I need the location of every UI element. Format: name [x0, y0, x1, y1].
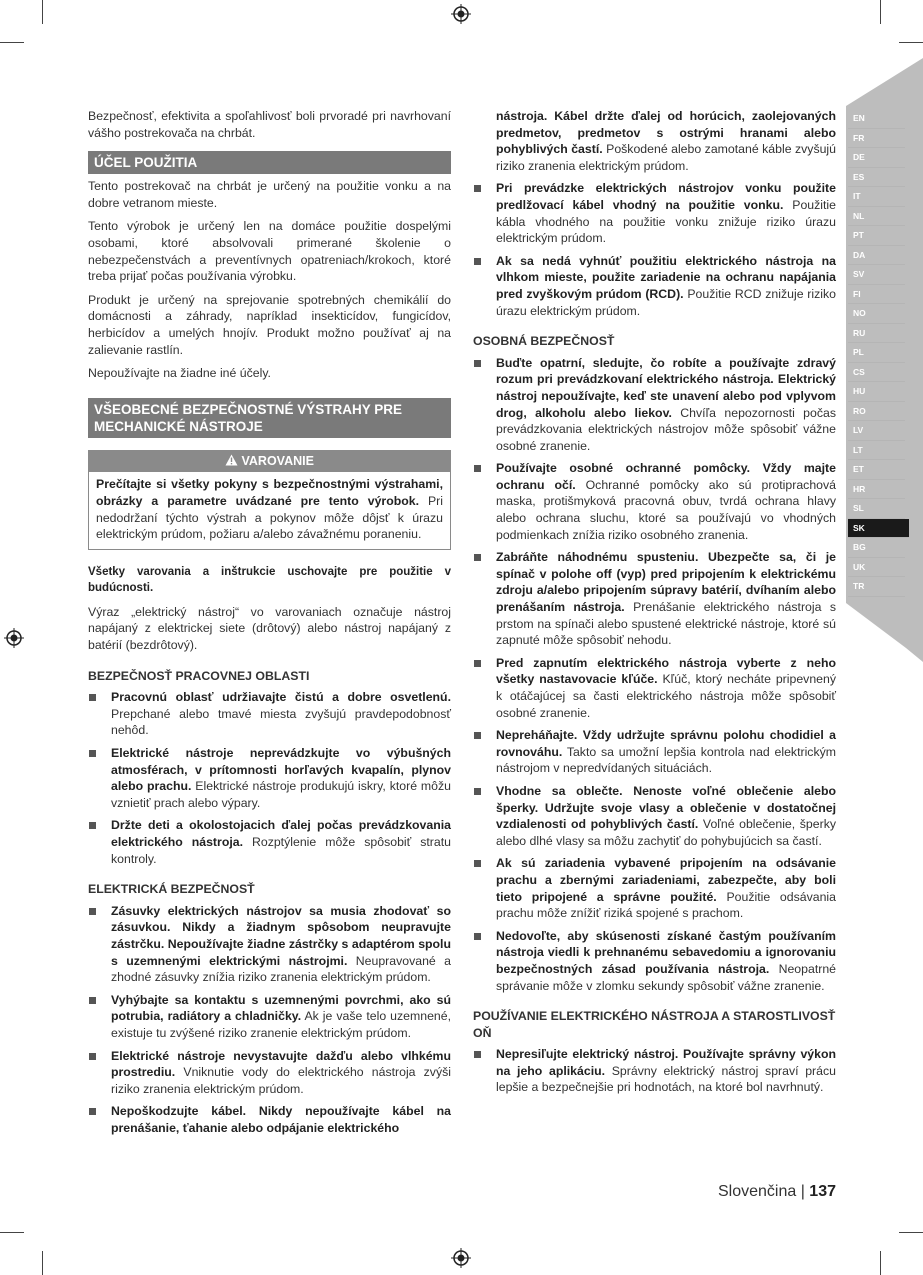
warning-text: Pri nedodržaní týchto výstrah a pokynov môže dôjsť k úrazu elektrickým prúdom, požiaru a/alebo závažnému poraneniu. [96, 493, 443, 542]
lang-tab-de: DE [848, 148, 905, 168]
right-column [473, 108, 836, 1102]
list-item: Ak sú zariadenia vybavené pripojením na odsávanie prachu a zbernými zariadeniami, zabezpečte, aby boli tieto pripojené a správne použité. Použitie odsávania prachu môže znížiť riziká spojené s prachom. [473, 855, 836, 921]
list-item: Pred zapnutím elektrického nástroja vyberte z neho všetky nastavovacie kľúče. Kľúč, ktorý necháte pripevnený k otáčajúcej sa časti elektrického nástroja môže spôsobiť osobné zranenie. [473, 655, 836, 721]
warning-title: VAROVANIE [241, 453, 314, 468]
section-title-general-safety: VŠEOBECNÉ BEZPEČNOSTNÉ VÝSTRAHY PRE MECHANICKÉ NÁSTROJE [88, 398, 451, 438]
warning-triangle-icon [225, 454, 238, 466]
lang-tab-fr: FR [848, 129, 905, 149]
left-column [88, 108, 451, 1143]
section-title-purpose: ÚČEL POUŽITIA [88, 151, 451, 174]
lang-tab-lt: LT [848, 441, 905, 461]
crop-mark [42, 0, 43, 24]
lang-tab-da: DA [848, 246, 905, 266]
warning-header [89, 451, 450, 473]
list-item: Nepreháňajte. Vždy udržujte správnu polohu chodidiel a rovnováhu. Takto sa umožní lepšia kontrola nad elektrickým nástrojom v nepredvídaných situáciách. [473, 727, 836, 777]
list-electrical [88, 903, 451, 1137]
crop-mark [0, 42, 24, 43]
lang-tab-tr: TR [848, 577, 905, 597]
lang-tab-ro: RO [848, 402, 905, 422]
list-personal [473, 355, 836, 994]
lang-tab-hu: HU [848, 382, 905, 402]
list-item: Elektrické nástroje nevystavujte dažďu alebo vlhkému prostrediu. Vniknutie vody do elektrického nástroja zvýši riziko zranenia elektrickým prúdom. [88, 1048, 451, 1098]
crop-mark [880, 1251, 881, 1275]
keep-instructions: Všetky varovania a inštrukcie uschovajte pre použitie v budúcnosti. [88, 565, 451, 595]
list-item: Zabráňte náhodnému spusteniu. Ubezpečte sa, či je spínač v polohe off (vyp) pred pripojením k elektrickému zdroju a/alebo pripojením súpravy batérií, dvíhaním alebo prenášaním nástroja. Prenášanie elektrického nástroja s prstom na spínači alebo spustené elektrické nástroje, ktoré sú zapnuté môže spôsobiť nehodu. [473, 549, 836, 649]
list-item: Používajte osobné ochranné pomôcky. Vždy majte ochranu očí. Ochranné pomôcky ako sú protiprachová maska, protišmyková pracovná obuv, tvrdá ochrana hlavy alebo ochrana sluchu, ktoré sa používajú vo vhodných podmienkach znížia riziko osobného zranenia. [473, 460, 836, 543]
lang-tab-it: IT [848, 187, 905, 207]
lang-tab-sk: SK [848, 519, 909, 539]
lang-tab-no: NO [848, 304, 905, 324]
list-item: Nepoškodzujte kábel. Nikdy nepoužívajte kábel na prenášanie, ťahanie alebo odpájanie elektrického [88, 1103, 451, 1136]
lang-tab-hr: HR [848, 480, 905, 500]
lang-tab-et: ET [848, 460, 905, 480]
intro-text: Bezpečnosť, efektivita a spoľahlivosť boli prvoradé pri navrhovaní vášho postrekovača na chrbát. [88, 109, 451, 140]
registration-mark-icon [451, 1248, 471, 1268]
heading-electrical: ELEKTRICKÁ BEZPEČNOSŤ [88, 882, 255, 897]
list-item: Buďte opatrní, sledujte, čo robíte a používajte zdravý rozum pri prevádzkovaní elektrického nástroja. Elektrický nástroj nepoužívajte, keď ste unavení alebo pod vplyvom drog, alkoholu alebo liekov. Chvíľa nepozornosti počas prevádzkovania elektrických nástrojov môže spôsobiť vážne osobné zranenie. [473, 355, 836, 455]
list-work-area [88, 689, 451, 867]
lang-tab-bg: BG [848, 538, 905, 558]
footer-language: Slovenčina [717, 1183, 797, 1200]
lang-tab-fi: FI [848, 285, 905, 305]
lang-tab-uk: UK [848, 558, 905, 578]
registration-mark-icon [451, 4, 471, 24]
list-item: Vhodne sa oblečte. Nenoste voľné oblečenie alebo šperky. Udržujte svoje vlasy a oblečenie v dostatočnej vzdialenosti od pohyblivých častí. Voľné oblečenie, šperky alebo dlhé vlasy sa môžu zachytiť do pohybujúcich sa častí. [473, 783, 836, 849]
list-electrical-continued [473, 108, 836, 319]
lang-tab-nl: NL [848, 207, 905, 227]
footer-separator: | [796, 1183, 810, 1200]
lang-tab-lv: LV [848, 421, 905, 441]
lang-tab-ru: RU [848, 324, 905, 344]
purpose-paragraph: Tento postrekovač na chrbát je určený na použitie vonku a na dobre vetranom mieste. [88, 179, 451, 210]
lang-tab-es: ES [848, 168, 905, 188]
lang-tab-pt: PT [848, 226, 905, 246]
crop-mark [42, 1251, 43, 1275]
warning-body [89, 472, 450, 548]
list-item: Elektrické nástroje neprevádzkujte vo výbušných atmosférach, v prítomnosti horľavých kvapalín, plynov alebo prachu. Elektrické nástroje produkujú iskry, ktoré môžu vznietiť prach alebo výpary. [88, 745, 451, 811]
list-item: Držte deti a okolostojacich ďalej počas prevádzkovania elektrického nástroja. Rozptýlenie môže spôsobiť stratu kontroly. [88, 817, 451, 867]
list-item: Nedovoľte, aby skúsenosti získané častým používaním nástroja viedli k prehnanému sebavedomiu a ignorovaniu bezpečnostných zásad používania nástroja. Neopatrné správanie môže v zlomku sekundy spôsobiť vážne zranenie. [473, 928, 836, 994]
list-tool-use [473, 1046, 836, 1096]
heading-work-area: BEZPEČNOSŤ PRACOVNEJ OBLASTI [88, 668, 310, 683]
page-footer [660, 1183, 836, 1201]
term-definition: Výraz „elektrický nástroj“ vo varovaniach označuje nástroj napájaný z elektrickej siete (drôtový) alebo nástroj napájaný z batérií (bezdrôtový). [88, 604, 451, 653]
list-item: Vyhýbajte sa kontaktu s uzemnenými povrchmi, ako sú potrubia, radiátory a chladničky. Ak je vaše telo uzemnené, existuje tu zvýšené riziko zranenie elektrickým prúdom. [88, 992, 451, 1042]
lang-tab-cs: CS [848, 363, 905, 383]
list-item: Pracovnú oblasť udržiavajte čistú a dobre osvetlenú. Prepchané alebo tmavé miesta zvyšujú pravdepodobnosť nehôd. [88, 689, 451, 739]
purpose-paragraph: Nepoužívajte na žiadne iné účely. [88, 366, 271, 381]
crop-mark [899, 1232, 923, 1233]
crop-mark [899, 42, 923, 43]
lang-tab-sl: SL [848, 499, 905, 519]
list-item: Pri prevádzke elektrických nástrojov vonku použite predlžovací kábel vhodný na použitie vonku. Použitie kábla vhodného na použitie vonku znižuje riziko úrazu elektrickým prúdom. [473, 180, 836, 246]
page-number: 137 [809, 1183, 836, 1200]
warning-box [88, 450, 451, 550]
language-tabs [848, 109, 905, 597]
heading-tool-use: POUŽÍVANIE ELEKTRICKÉHO NÁSTROJA A STAROSTLIVOSŤ OŇ [473, 1009, 836, 1040]
warning-bold: Prečítajte si všetky pokyny s bezpečnostnými výstrahami, obrázky a parametre uvádzané pre tento výrobok. [96, 477, 443, 508]
crop-mark [880, 0, 881, 24]
list-item: Nepresiľujte elektrický nástroj. Používajte správny výkon na jeho aplikáciu. Správny elektrický nástroj spraví prácu lepšie a bezpečnejšie pri hodnotách, na ktoré bol navrhnutý. [473, 1046, 836, 1096]
heading-personal: OSOBNÁ BEZPEČNOSŤ [473, 334, 615, 349]
list-item: Ak sa nedá vyhnúť použitiu elektrického nástroja na vlhkom mieste, použite zariadenie na ochranu napájania pred zvyškovým prúdom (RCD). Použitie RCD znižuje riziko úrazu elektrickým prúdom. [473, 253, 836, 319]
crop-mark [0, 1232, 24, 1233]
lang-tab-pl: PL [848, 343, 905, 363]
lang-tab-en: EN [848, 109, 905, 129]
list-item: Zásuvky elektrických nástrojov sa musia zhodovať so zásuvkou. Nikdy a žiadnym spôsobom neupravujte zástrčku. Nepoužívajte žiadne zástrčky s adaptérom spolu s uzemnenými elektrickými nástrojmi. Neupravované a zhodné zásuvky znížia riziko zranenia elektrickým prúdom. [88, 903, 451, 986]
registration-mark-icon [4, 628, 24, 648]
purpose-paragraph: Tento výrobok je určený len na domáce použitie dospelými osobami, ktoré absolvovali primerané školenie o nebezpečenstvách a preventívnych opatreniach/krokoch, ktoré treba prijať počas používania výrobku. [88, 219, 451, 284]
lang-tab-sv: SV [848, 265, 905, 285]
list-item-continued: nástroja. Kábel držte ďalej od horúcich, zaolejovaných predmetov, predmetov s ostrými hranami alebo pohyblivých častí. Poškodené alebo zamotané káble zvyšujú riziko zranenia elektrickým prúdom. [496, 109, 836, 173]
purpose-paragraph: Produkt je určený na sprejovanie spotrebných chemikálií do domácnosti a záhrady, napríklad insekticídov, fungicídov, herbicídov a umelých hnojív. Produkt možno používať aj na zalievanie rastlín. [88, 292, 451, 357]
